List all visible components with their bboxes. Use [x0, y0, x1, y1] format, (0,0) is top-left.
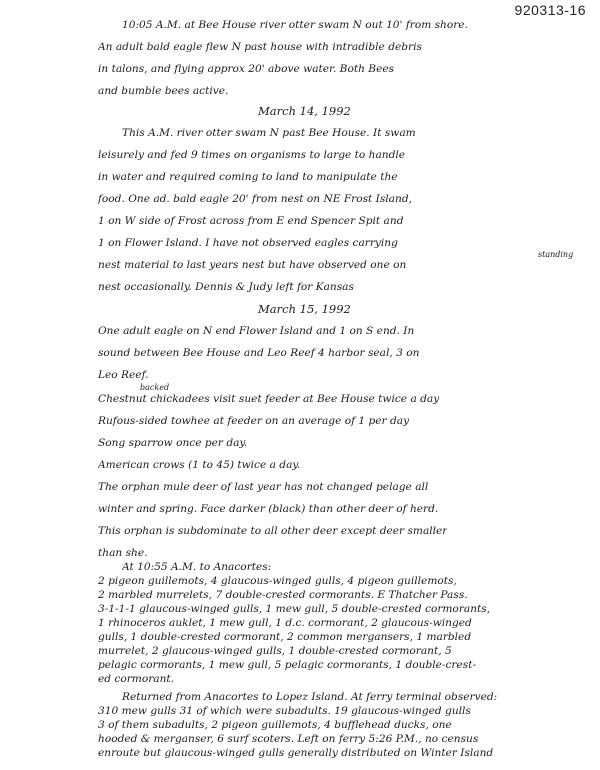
text-line: At 10:55 A.M. to Anacortes:	[122, 561, 272, 573]
text-line: 3 of them subadults, 2 pigeon guillemots, 4 bufflehead ducks, one	[98, 719, 452, 731]
text-line: This A.M. river otter swam N past Bee House. It swam	[122, 127, 416, 139]
text-line: pelagic cormorants, 1 mew gull, 5 pelagic cormorants, 1 double-crest-	[98, 659, 477, 671]
text-line: in water and required coming to land to manipulate the	[98, 171, 398, 183]
date-heading: March 15, 1992	[258, 302, 351, 316]
text-line: ed cormorant.	[98, 673, 175, 685]
inserted-word: standing	[538, 250, 574, 259]
text-line: The orphan mule deer of last year has not changed pelage all	[98, 481, 429, 493]
text-line: An adult bald eagle flew N past house with intradible debris	[98, 41, 422, 53]
text-line: nest occasionally. Dennis & Judy left for Kansas	[98, 281, 354, 293]
text-line: American crows (1 to 45) twice a day.	[98, 459, 301, 471]
text-line: hooded & merganser, 6 surf scoters. Left on ferry 5:26 P.M., no census	[98, 733, 479, 745]
text-line: 2 pigeon guillemots, 4 glaucous-winged gulls, 4 pigeon guillemots,	[98, 575, 457, 587]
text-line: 1 on W side of Frost across from E end Spencer Spit and	[98, 215, 404, 227]
page-id: 920313-16	[514, 2, 586, 18]
text-line: One adult eagle on N end Flower Island and 1 on S end. In	[98, 325, 415, 337]
text-line: Leo Reef.	[98, 369, 149, 381]
text-line: 310 mew gulls 31 of which were subadults. 19 glaucous-winged gulls	[98, 705, 471, 717]
text-line: Returned from Anacortes to Lopez Island. At ferry terminal observed:	[122, 691, 498, 703]
text-line: enroute but glaucous-winged gulls generally distributed on Winter Island	[98, 747, 494, 759]
inserted-word: backed	[140, 383, 170, 392]
text-line: than she.	[98, 547, 148, 559]
text-line: in talons, and flying approx 20' above water. Both Bees	[98, 63, 395, 75]
text-line: gulls, 1 double-crested cormorant, 2 common mergansers, 1 marbled	[98, 631, 472, 643]
text-line: leisurely and fed 9 times on organisms to large to handle	[98, 149, 406, 161]
text-line: murrelet, 2 glaucous-winged gulls, 1 double-crested cormorant, 5	[98, 645, 452, 657]
text-line: Song sparrow once per day.	[98, 437, 248, 449]
text-line: This orphan is subdominate to all other deer except deer smaller	[98, 525, 448, 537]
text-line: Chestnut chickadees visit suet feeder at Bee House twice a day	[98, 393, 440, 405]
text-line: and bumble bees active.	[98, 85, 229, 97]
text-line: food. One ad. bald eagle 20' from nest on NE Frost Island,	[98, 193, 412, 205]
text-line: winter and spring. Face darker (black) than other deer of herd.	[98, 503, 439, 515]
text-line: 1 rhinoceros auklet, 1 mew gull, 1 d.c. cormorant, 2 glaucous-winged	[98, 617, 472, 629]
text-line: 1 on Flower Island. I have not observed eagles carrying	[98, 237, 398, 249]
text-line: Rufous-sided towhee at feeder on an average of 1 per day	[98, 415, 410, 427]
text-line: 3-1-1-1 glaucous-winged gulls, 1 mew gull, 5 double-crested cormorants,	[98, 603, 491, 615]
text-line: sound between Bee House and Leo Reef 4 harbor seal, 3 on	[98, 347, 420, 359]
date-heading: March 14, 1992	[258, 104, 351, 118]
text-line: nest material to last years nest but have observed one on	[98, 259, 407, 271]
text-line: 10:05 A.M. at Bee House river otter swam N out 10' from shore.	[122, 19, 468, 31]
text-line: 2 marbled murrelets, 7 double-crested cormorants. E Thatcher Pass.	[98, 589, 468, 601]
